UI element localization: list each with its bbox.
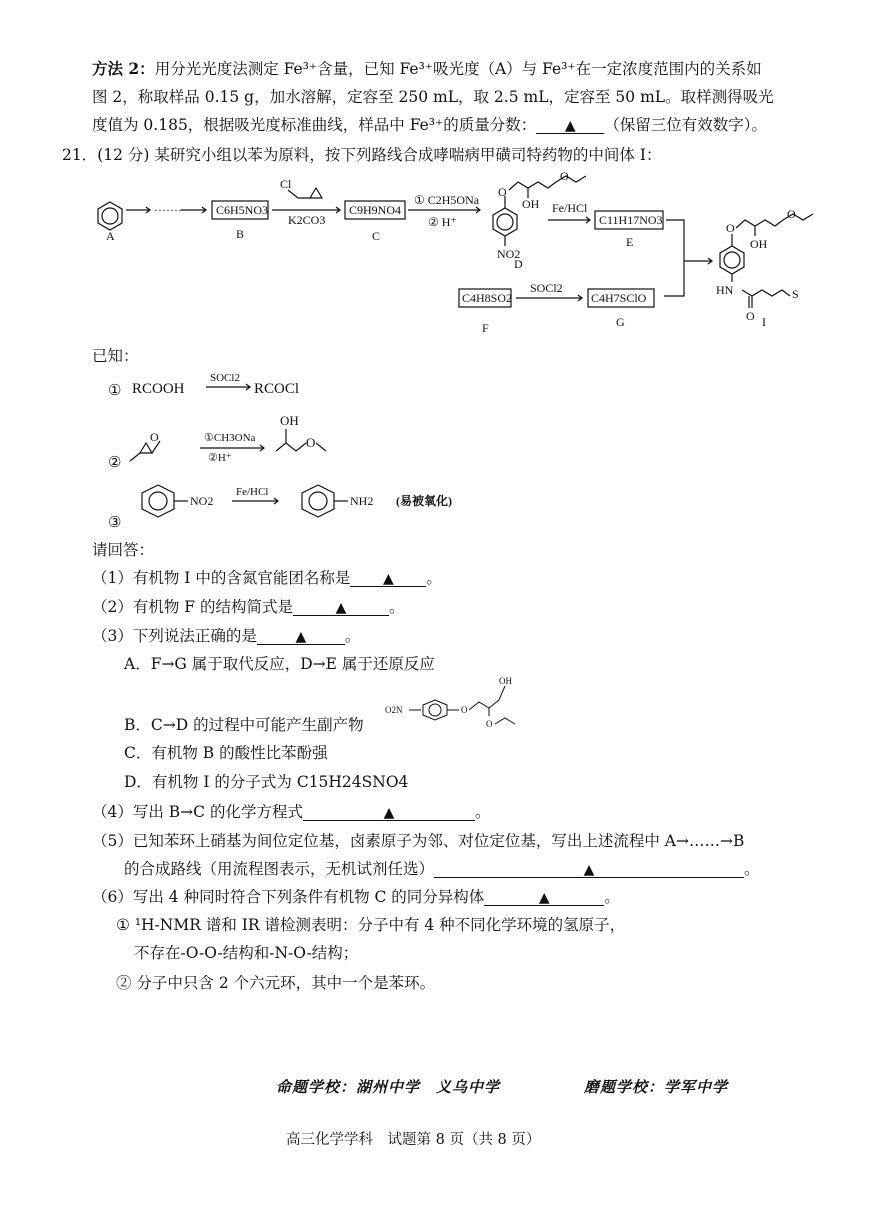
label-A: A <box>106 229 115 243</box>
known-reactions <box>0 365 869 530</box>
label-G: G <box>616 315 625 329</box>
label-E: E <box>626 235 634 249</box>
k2-OH: OH <box>280 413 299 428</box>
D-NO2: NO2 <box>497 247 521 261</box>
reagent-SOCl2: SOCl2 <box>530 281 563 295</box>
k2-reagent1: ①CH3ONa <box>204 432 256 444</box>
answer-blank[interactable]: ▲ <box>484 887 604 906</box>
label-I: I <box>762 315 766 329</box>
question-4: （4）写出 B→C 的化学方程式 ▲ 。 <box>92 803 491 821</box>
question-5-line1: （5）已知苯环上硝基为间位定位基，卤素原子为邻、对位定位基，写出上述流程中 A→……→B <box>92 832 745 850</box>
formula-C: C9H9NO4 <box>349 203 402 217</box>
known-label: 已知： <box>92 347 139 365</box>
k1-left: RCOOH <box>132 381 185 397</box>
option-A: A．F→G 属于取代反应，D→E 属于还原反应 <box>124 655 435 673</box>
reagent-Cl: Cl <box>280 177 292 191</box>
page-footer: 高三化学学科 试题第 8 页（共 8 页） <box>286 1132 541 1148</box>
D-O: O <box>498 185 507 199</box>
k3-reagent: Fe/HCl <box>236 486 269 498</box>
answer-blank[interactable]: ▲ <box>293 597 389 616</box>
formula-E: C11H17NO3 <box>599 213 663 227</box>
answer-blank[interactable]: ▲ <box>434 859 744 878</box>
method2-line3: 度值为 0.185，根据吸光度标准曲线，样品中 Fe³⁺的质量分数： ▲ （保留三位有效数字）。 <box>92 116 767 134</box>
k2-reagent2: ②H⁺ <box>208 452 232 464</box>
synthesis-scheme <box>0 168 869 338</box>
answer-label: 请回答： <box>92 541 155 559</box>
answer-blank[interactable]: ▲ <box>257 626 345 645</box>
k1-right: RCOCl <box>254 381 300 397</box>
side-OH: OH <box>499 676 512 686</box>
condition-2: ② 分子中只含 2 个六元环，其中一个是苯环。 <box>116 974 436 992</box>
option-B: B．C→D 的过程中可能产生副产物 <box>124 716 364 734</box>
k3-note: (易被氧化) <box>396 494 452 508</box>
option-C: C．有机物 B 的酸性比苯酚强 <box>124 744 328 762</box>
question-5-line2: 的合成路线（用流程图表示，无机试剂任选） ▲ 。 <box>124 860 760 878</box>
formula-B: C6H5NO3 <box>216 203 269 217</box>
side-O2N: O2N <box>385 705 403 715</box>
I-O: O <box>726 221 735 235</box>
D-O2: O <box>560 169 569 183</box>
I-OH: OH <box>750 237 768 251</box>
reviewer-school: 磨题学校：学军中学 <box>584 1078 729 1096</box>
reagent-step1: ① C2H5ONa <box>414 193 480 207</box>
method2-line2: 图 2，称取样品 0.15 g，加水溶解，定容至 250 mL，取 2.5 mL，定容至 50 mL。取样测得吸光 <box>92 88 774 106</box>
method2-line1: 方法 2：用分光光度法测定 Fe³⁺含量，已知 Fe³⁺吸光度（A）与 Fe³⁺在一定浓度范围内的关系如 <box>92 59 762 78</box>
side-product-structure <box>375 676 535 736</box>
condition-1b: 不存在-O-O-结构和-N-O-结构； <box>134 944 359 962</box>
reagent-step2: ② H⁺ <box>428 215 457 229</box>
k2-O: O <box>306 435 316 450</box>
k3-num: ③ <box>108 515 122 530</box>
question-1: （1）有机物 I 中的含氮官能团名称是 ▲ 。 <box>92 569 442 587</box>
k2-num: ② <box>108 455 122 471</box>
question-6: （6）写出 4 种同时符合下列条件有机物 C 的同分异构体 ▲ 。 <box>92 888 620 906</box>
answer-blank[interactable]: ▲ <box>350 568 426 587</box>
k3-right: NH2 <box>350 494 374 508</box>
k3-left: NO2 <box>190 494 214 508</box>
k1-reagent: SOCl2 <box>210 372 240 384</box>
setter-schools: 命题学校：湖州中学 义乌中学 <box>276 1078 501 1096</box>
answer-blank[interactable]: ▲ <box>536 115 604 134</box>
side-O: O <box>461 705 468 715</box>
dots: ······· <box>154 203 182 217</box>
I-HN: HN <box>716 283 734 297</box>
condition-1a: ① ¹H-NMR 谱和 IR 谱检测表明：分子中有 4 种不同化学环境的氢原子， <box>116 916 626 934</box>
side-O2: O <box>486 719 493 729</box>
reagent-FeHCl: Fe/HCl <box>552 201 588 215</box>
method2-label: 方法 2： <box>92 59 155 78</box>
label-D: D <box>514 257 523 271</box>
formula-G: C4H7SClO <box>591 291 647 305</box>
answer-blank[interactable]: ▲ <box>303 802 475 821</box>
formula-F: C4H8SO2 <box>462 291 513 305</box>
k1-num: ① <box>108 383 122 399</box>
question-21-intro: 21．(12 分) 某研究小组以苯为原料，按下列路线合成哮喘病甲磺司特药物的中间体 I： <box>62 146 662 164</box>
option-D: D．有机物 I 的分子式为 C15H24SNO4 <box>124 773 409 791</box>
label-C: C <box>372 229 381 243</box>
question-2: （2）有机物 F 的结构简式是 ▲ 。 <box>92 598 405 616</box>
I-O2: O <box>787 207 796 221</box>
I-carbonyl-O: O <box>746 309 755 323</box>
k2-O-label: O <box>150 430 159 444</box>
D-OH: OH <box>522 197 540 211</box>
label-F: F <box>482 321 489 335</box>
label-B: B <box>236 227 245 241</box>
question-3: （3）下列说法正确的是 ▲ 。 <box>92 627 361 645</box>
reagent-K2CO3: K2CO3 <box>288 213 326 227</box>
I-S: S <box>792 287 799 301</box>
